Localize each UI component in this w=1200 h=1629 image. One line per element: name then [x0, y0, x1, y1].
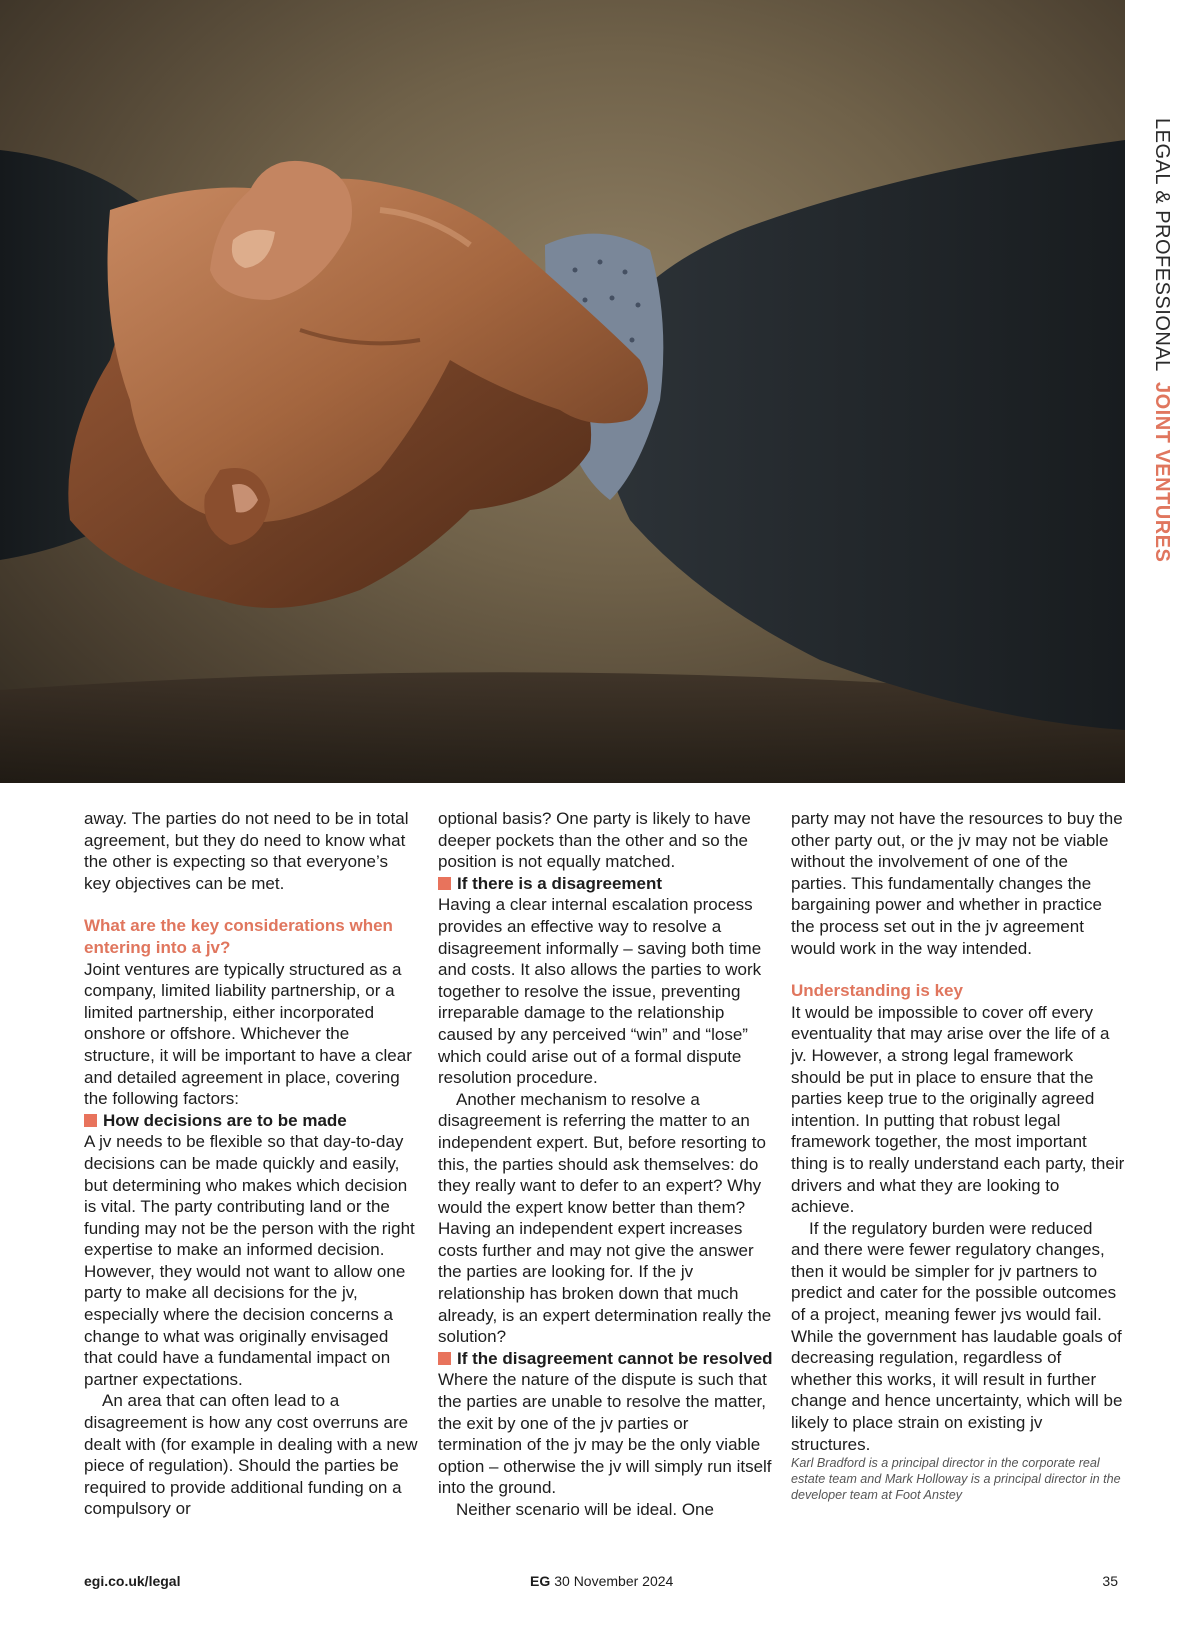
bullet-heading-text: If the disagreement cannot be resolved [457, 1348, 773, 1368]
paragraph: Having a clear internal escalation process provides an effective way to resolve a disagreement informally – saving both time and costs. It also allows the parties to work together to resolve the issue, preventing irreparable damage to the relationship caused by any perceived “win” and “lose” which could arise out of a formal dispute resolution procedure. [438, 895, 762, 1088]
handshake-photo [0, 0, 1125, 783]
footer-issue [530, 1573, 673, 1589]
paragraph: Another mechanism to resolve a disagreement is referring the matter to an independent expert. But, before resorting to this, the parties should ask themselves: do they really want to defer to an expert? Why would the expert know better than them? Having an independent expert increases costs further and may not give the answer the parties are looking for. If the jv relationship has broken down that much already, is an expert determination really the solution? [438, 1089, 772, 1347]
sub-heading: Understanding is key [791, 981, 963, 1001]
bullet-heading-text: If there is a disagreement [457, 873, 663, 893]
author-bio: Karl Bradford is a principal director in the corporate real estate team and Mark Holloway is a principal director in the developer team at Foot Anstey [791, 1456, 1121, 1503]
paragraph: Neither scenario will be ideal. One [456, 1500, 714, 1519]
publication-name: EG [530, 1573, 551, 1589]
bullet-square-icon [438, 1352, 451, 1365]
paragraph: Where the nature of the dispute is such that the parties are unable to resolve the matter, the exit by one of the jv parties or termination of the jv may be the only viable option – otherwise the jv will simply run itself into the ground. [438, 1370, 772, 1498]
paragraph: If the regulatory burden were reduced and there were fewer regulatory changes, then it would be simpler for jv partners to predict and cater for the possible outcomes of a project, meaning fewer jvs would fail. While the government has laudable goals of decreasing regulation, regardless of whether this works, it will result in further change and hence uncertainty, which will be likely to place strain on existing jv structures. [791, 1218, 1123, 1454]
bullet-heading [438, 873, 773, 895]
handshake-illustration [0, 0, 1125, 783]
paragraph: party may not have the resources to buy the other party out, or the jv may not be viable without the involvement of one of the parties. This fundamentally changes the bargaining power and whether in practice the process set out in the jv agreement would work in the way intended. [791, 809, 1123, 958]
article-column-1 [84, 808, 419, 1520]
page-number: 35 [1102, 1573, 1118, 1589]
paragraph: A jv needs to be flexible so that day-to-day decisions can be made quickly and easily, but determining who makes which decision is vital. The party contributing land or the funding may not be the person with the right expertise to make an informed decision. However, they would not want to allow one party to make all decisions for the jv, especially where the decision concerns a change to what was originally envisaged that could have a fundamental impact on partner expectations. [84, 1132, 415, 1389]
bullet-heading [84, 1110, 419, 1132]
section-label [1150, 118, 1173, 562]
paragraph: It would be impossible to cover off every eventuality that may arise over the life of a jv. However, a strong legal framework should be put in place to ensure that the parties keep true to the originally agreed intention. In putting that robust legal framework together, the most important thing is to really understand each party, their drivers and what they are looking to achieve. [791, 1002, 1125, 1217]
section-prefix: LEGAL & PROFESSIONAL [1151, 118, 1173, 372]
issue-date: 30 November 2024 [554, 1573, 674, 1589]
section-topic: JOINT VENTURES [1151, 381, 1173, 563]
paragraph: Joint ventures are typically structured as a company, limited liability partnership, or a limited partnership, either incorporated onshore or offshore. Whichever the structure, it will be important to have a clear and detailed agreement in place, covering the following factors: [84, 959, 412, 1109]
article-column-3 [791, 808, 1125, 1503]
bullet-square-icon [84, 1114, 97, 1127]
bullet-heading-text: How decisions are to be made [103, 1110, 347, 1130]
sub-heading: What are the key considerations when entering into a jv? [84, 916, 393, 957]
paragraph: away. The parties do not need to be in total agreement, but they do need to know what the other is expecting so that everyone’s key objectives can be met. [84, 809, 409, 893]
article-column-2 [438, 808, 773, 1521]
footer-url[interactable]: egi.co.uk/legal [84, 1573, 181, 1589]
paragraph: optional basis? One party is likely to have deeper pockets than the other and so the position is not equally matched. [438, 809, 751, 872]
bullet-square-icon [438, 877, 451, 890]
paragraph: An area that can often lead to a disagreement is how any cost overruns are dealt with (for example in dealing with a new piece of regulation). Should the parties be required to provide additional funding on a compulsory or [84, 1391, 418, 1519]
bullet-heading [438, 1348, 773, 1370]
